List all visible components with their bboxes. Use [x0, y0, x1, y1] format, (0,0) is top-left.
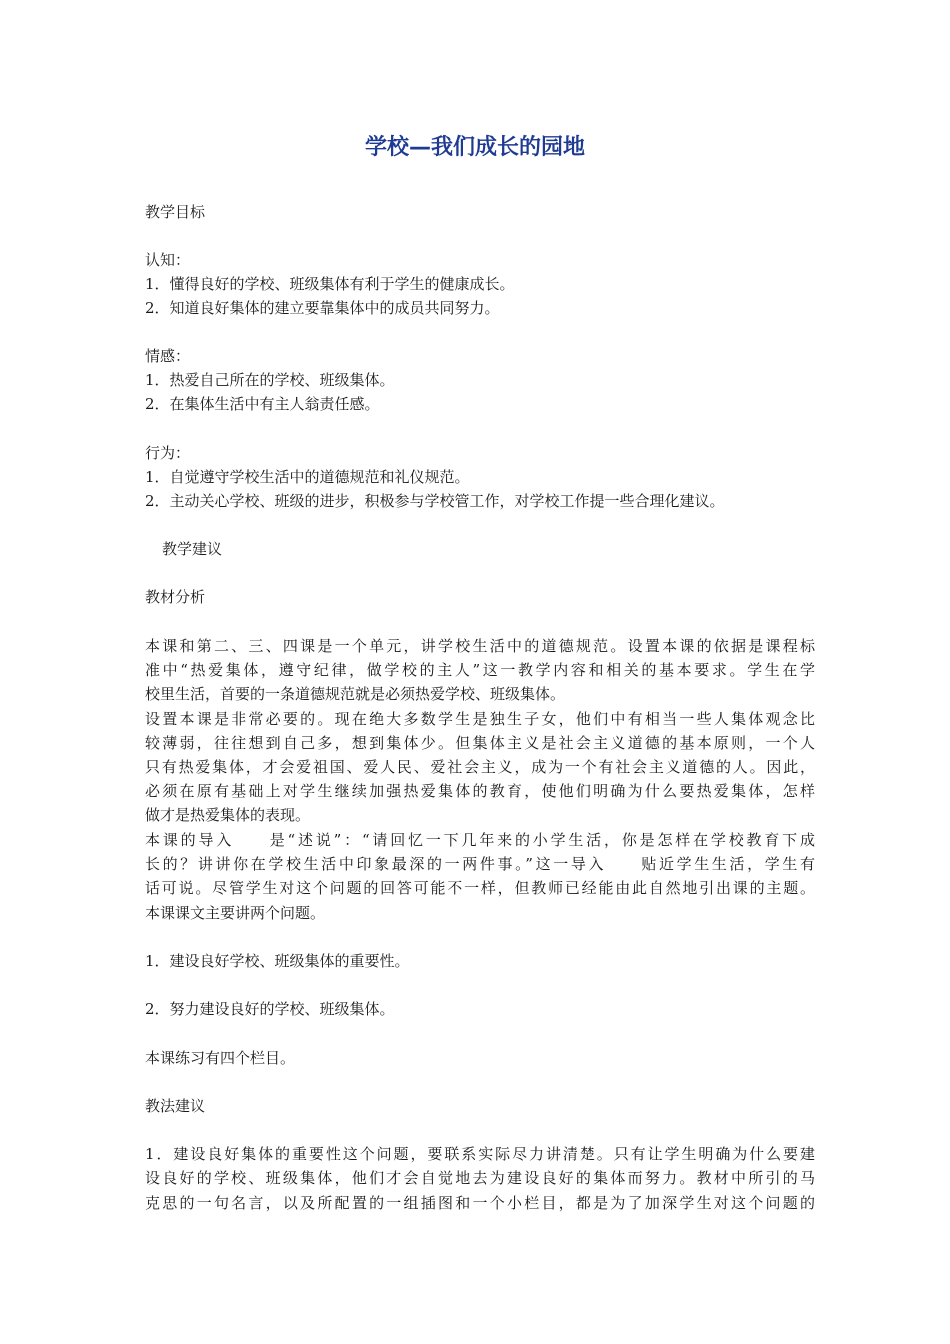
paragraph-line: 本课课文主要讲两个问题。	[145, 904, 326, 922]
page-title: 学校—我们成长的园地	[364, 135, 585, 160]
paragraph-line: 本课的导入 是“述说”：“请回忆一下几年来的小学生活，你是怎样在学校教育下成	[145, 831, 815, 849]
analysis-heading: 教材分析	[145, 588, 206, 606]
list-item: 1．自觉遵守学校生活中的道德规范和礼仪规范。	[145, 468, 470, 486]
list-item: 1．懂得良好的学校、班级集体有利于学生的健康成长。	[145, 275, 515, 293]
paragraph-line: 做才是热爱集体的表现。	[145, 806, 311, 824]
method-heading: 教法建议	[145, 1097, 206, 1115]
paragraph-line: 话可说。尽管学生对这个问题的回答可能不一样，但教师已经能由此自然地引出课的主题。	[145, 879, 815, 897]
paragraph-line: 设良好的学校、班级集体，他们才会自觉地去为建设良好的集体而努力。教材中所引的马	[145, 1169, 815, 1187]
list-item: 2．主动关心学校、班级的进步，积极参与学校管工作，对学校工作提一些合理化建议。	[145, 492, 725, 510]
topic-item: 2．努力建设良好的学校、班级集体。	[145, 1000, 395, 1018]
list-item: 2．在集体生活中有主人翁责任感。	[145, 395, 380, 413]
exercise-note: 本课练习有四个栏目。	[145, 1049, 296, 1067]
paragraph-line: 本课和第二、三、四课是一个单元，讲学校生活中的道德规范。设置本课的依据是课程标	[145, 637, 815, 655]
emotion-label: 情感：	[145, 347, 191, 365]
paragraph-line: 准中“热爱集体，遵守纪律，做学校的主人”这一教学内容和相关的基本要求。学生在学	[145, 661, 815, 679]
paragraph-line: 克思的一句名言，以及所配置的一组插图和一个小栏目，都是为了加深学生对这个问题的	[145, 1194, 815, 1212]
list-item: 1．热爱自己所在的学校、班级集体。	[145, 371, 395, 389]
goals-heading: 教学目标	[145, 203, 206, 221]
topic-item: 1．建设良好学校、班级集体的重要性。	[145, 952, 410, 970]
paragraph-line: 较薄弱，往往想到自己多，想到集体少。但集体主义是社会主义道德的基本原则，一个人	[145, 734, 815, 752]
paragraph-line: 必须在原有基础上对学生继续加强热爱集体的教育，使他们明确为什么要热爱集体，怎样	[145, 782, 815, 800]
paragraph-line: 设置本课是非常必要的。现在绝大多数学生是独生子女，他们中有相当一些人集体观念比	[145, 710, 815, 728]
cognition-label: 认知：	[145, 251, 191, 269]
paragraph-line: 长的？讲讲你在学校生活中印象最深的一两件事。”这一导入 贴近学生生活，学生有	[145, 855, 815, 873]
paragraph-line: 校里生活，首要的一条道德规范就是必须热爱学校、班级集体。	[145, 685, 566, 703]
suggestion-heading: 教学建议	[162, 540, 223, 558]
behavior-label: 行为：	[145, 444, 191, 462]
list-item: 2．知道良好集体的建立要靠集体中的成员共同努力。	[145, 299, 500, 317]
paragraph-line: 1．建设良好集体的重要性这个问题，要联系实际尽力讲清楚。只有让学生明确为什么要建	[145, 1145, 815, 1163]
paragraph-line: 只有热爱集体，才会爱祖国、爱人民、爱社会主义，成为一个有社会主义道德的人。因此，	[145, 758, 815, 776]
